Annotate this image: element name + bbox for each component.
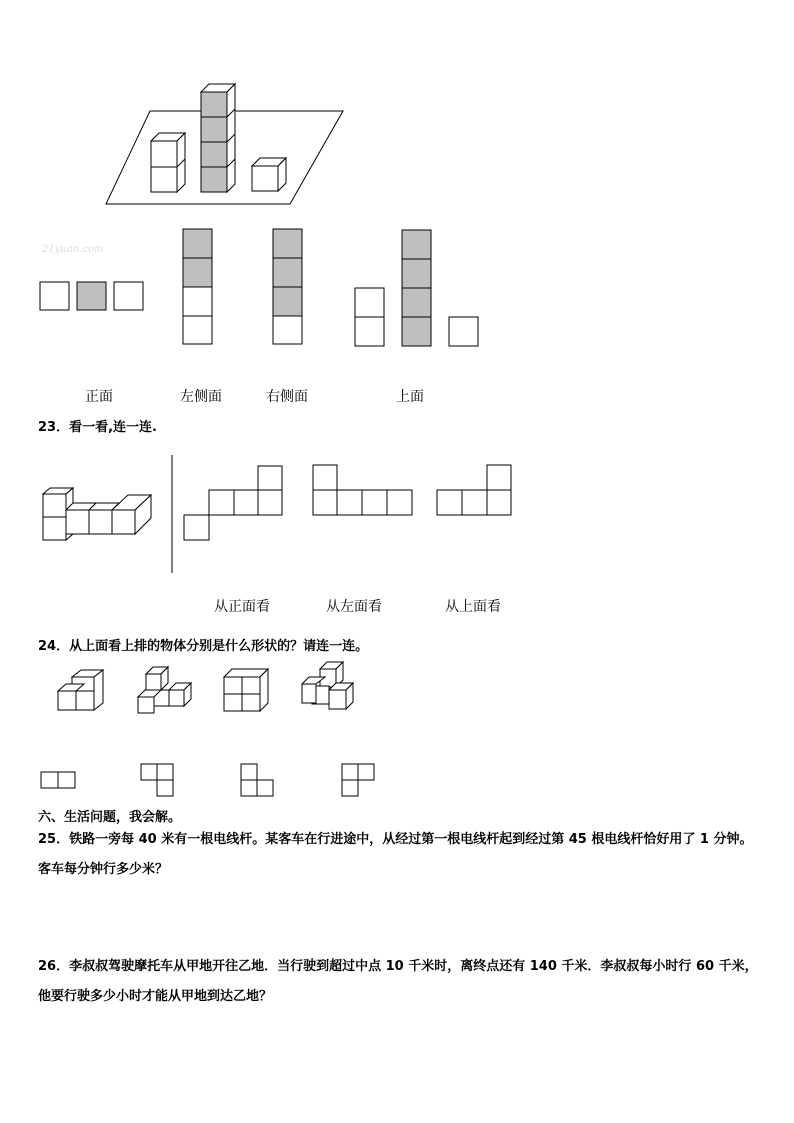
- q26-body: 李叔叔驾驶摩托车从甲地开往乙地．当行驶到超过中点 10 千米时，离终点还有 140 千米．李叔叔每小时行 60 千米，他要行驶多少小时才能从甲地到达乙地？: [38, 959, 758, 1004]
- q26-number: 26．: [38, 959, 70, 974]
- q24-shape-b: [141, 764, 173, 796]
- q22-label-right: 右侧面: [266, 389, 308, 405]
- q22-label-top: 上面: [396, 389, 424, 405]
- q22-label-front: 正面: [85, 389, 113, 405]
- q24-object-3: [224, 669, 268, 711]
- q23-label-top: 从上面看: [445, 599, 501, 615]
- q24-object-2: [138, 667, 191, 713]
- q23-label-front: 从正面看: [214, 599, 270, 615]
- section6-title: 六、生活问题，我会解。: [38, 810, 182, 825]
- q23-label-left: 从左面看: [326, 599, 382, 615]
- q24-object-1: [58, 670, 103, 710]
- q22-label-left: 左侧面: [180, 389, 222, 405]
- q24-title: 从上面看上排的物体分别是什么形状的？请连一连。: [69, 639, 369, 654]
- q25-body: 铁路一旁每 40 米有一根电线杆。某客车在行进途中，从经过第一根电线杆起到经过第 45 根电线杆恰好用了 1 分钟。客车每分钟行多少米？: [38, 832, 753, 877]
- q24-object-4: [302, 662, 353, 709]
- watermark: 21yuan.com: [42, 244, 104, 255]
- q24-shape-d: [342, 764, 374, 796]
- q24-shape-c: [241, 764, 273, 796]
- q24-number: 24．: [38, 639, 70, 654]
- q25-text: [38, 825, 758, 885]
- q25-number: 25．: [38, 832, 70, 847]
- q24-shape-a: [41, 772, 75, 788]
- q23-title: 看一看,连一连.: [69, 420, 157, 435]
- q23-number: 23．: [38, 420, 70, 435]
- q26-text: [38, 952, 758, 1012]
